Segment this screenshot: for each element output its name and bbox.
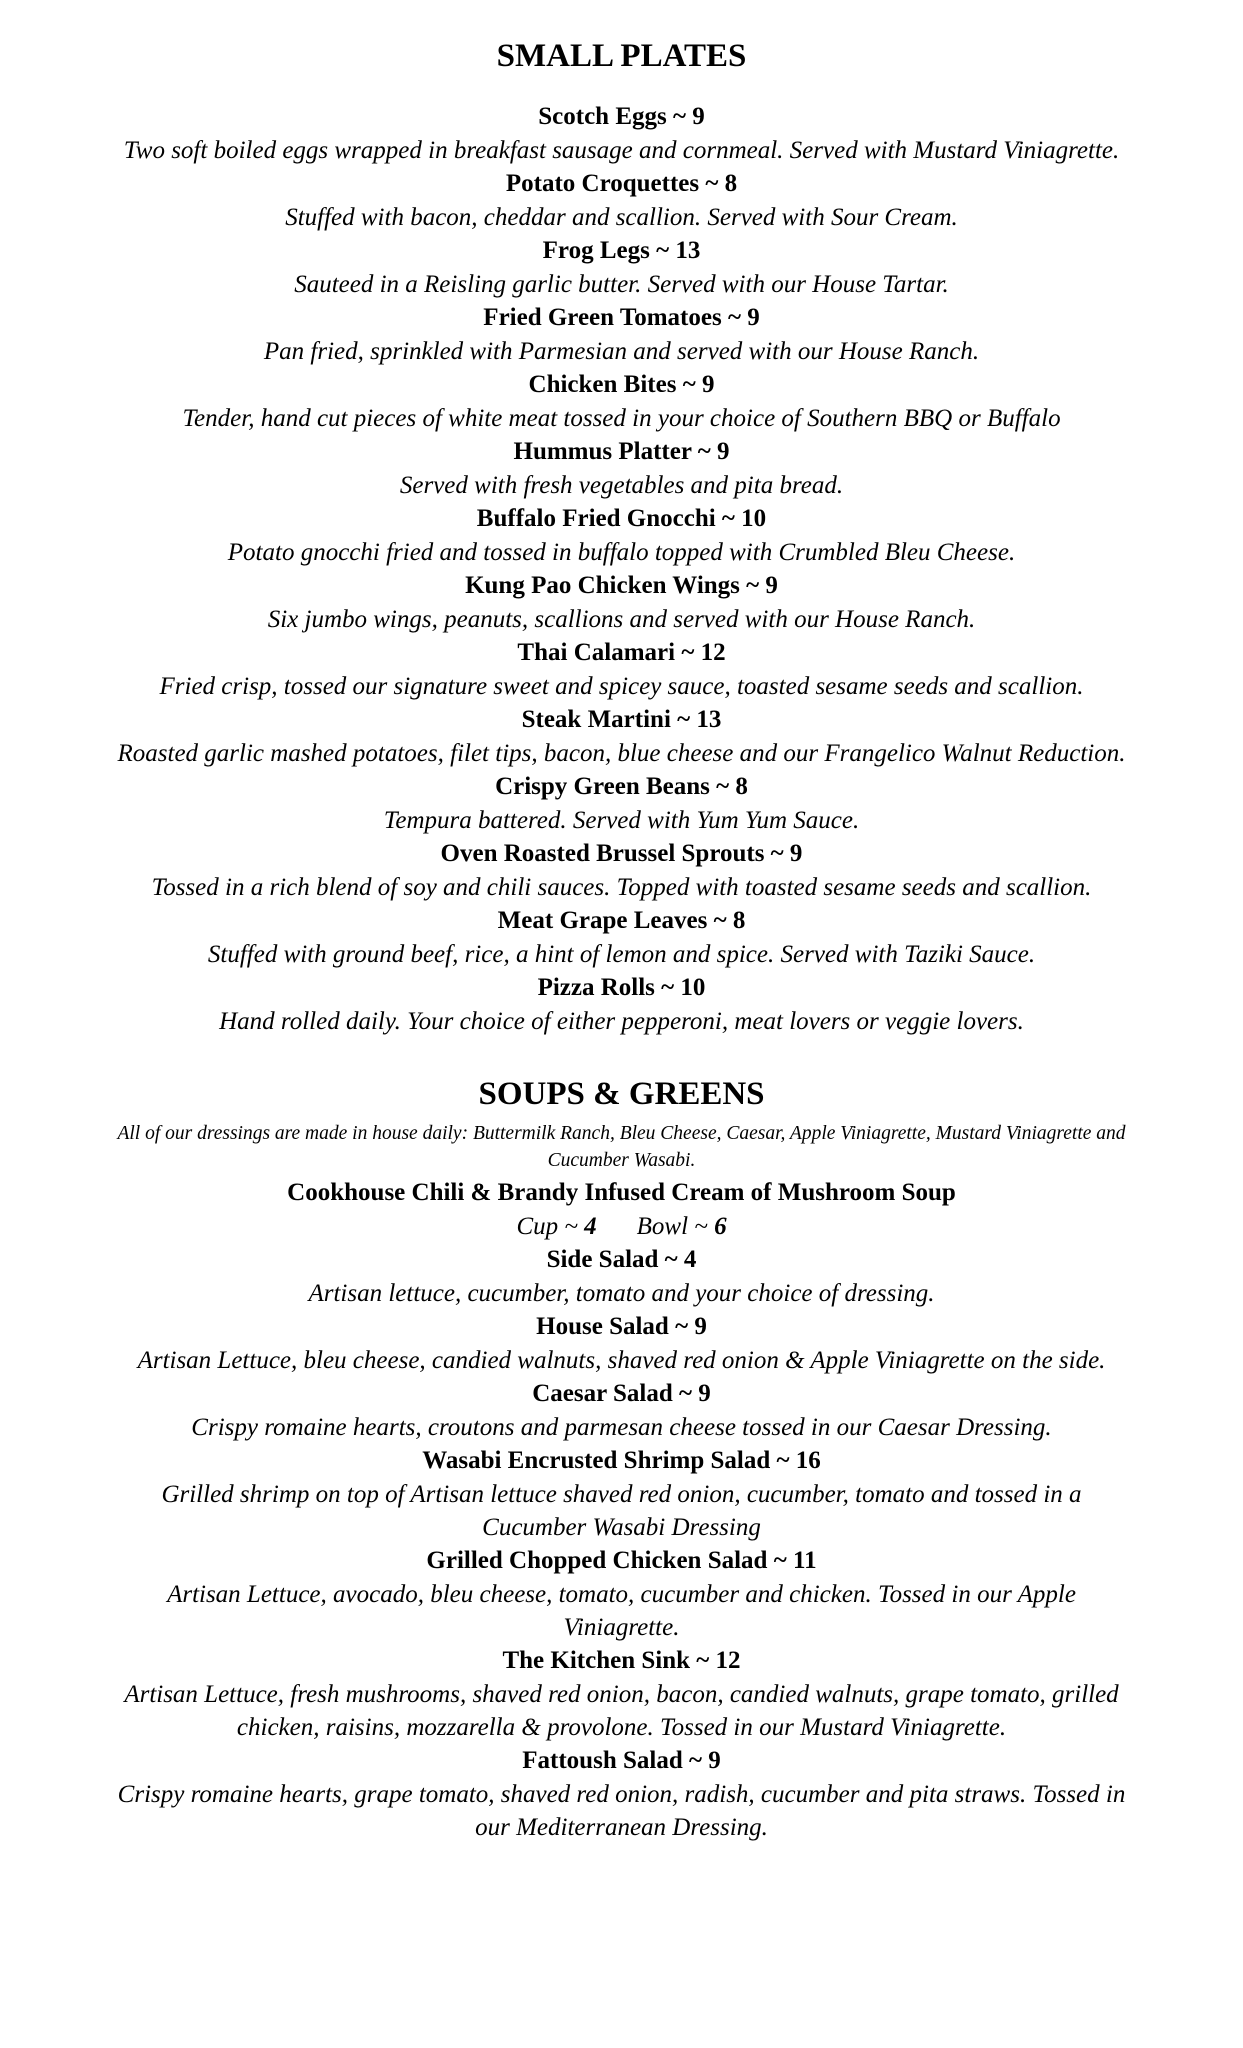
item-name: Oven Roasted Brussel Sprouts ~ 9 <box>440 840 803 867</box>
menu-item <box>60 569 1183 636</box>
menu-item <box>60 1544 1183 1644</box>
item-description: Artisan Lettuce, fresh mushrooms, shaved red onion, bacon, candied walnuts, grape tomato, grilled chicken, raisins, mozzarella & provolone. Tossed in our Mustard Viniagrette. <box>124 1681 1119 1741</box>
item-description: Hand rolled daily. Your choice of either pepperoni, meat lovers or veggie lovers. <box>219 1008 1024 1035</box>
menu-item <box>60 770 1183 837</box>
menu-item <box>60 502 1183 569</box>
item-name: Potato Croquettes ~ 8 <box>505 170 738 197</box>
item-description: Fried crisp, tossed our signature sweet and spicey sauce, toasted sesame seeds and scallion. <box>159 673 1084 700</box>
menu-item <box>60 1377 1183 1444</box>
menu-item <box>60 636 1183 703</box>
item-name: Meat Grape Leaves ~ 8 <box>497 907 746 934</box>
item-name: Buffalo Fried Gnocchi ~ 10 <box>476 505 767 532</box>
item-name: Chicken Bites ~ 9 <box>528 371 715 398</box>
menu-item <box>60 904 1183 971</box>
item-name: Cookhouse Chili & Brandy Infused Cream of Mushroom Soup <box>287 1179 956 1206</box>
item-name: Fried Green Tomatoes ~ 9 <box>483 304 760 331</box>
item-name: Hummus Platter ~ 9 <box>513 438 730 465</box>
item-name: Pizza Rolls ~ 10 <box>537 974 706 1001</box>
item-name: Steak Martini ~ 13 <box>521 706 722 733</box>
item-description: Sauteed in a Reisling garlic butter. Served with our House Tartar. <box>294 271 949 298</box>
menu-item <box>60 1444 1183 1544</box>
item-description: Roasted garlic mashed potatoes, filet tips, bacon, blue cheese and our Frangelico Walnut Reduction. <box>117 740 1126 767</box>
menu-item <box>60 971 1183 1038</box>
item-name: Wasabi Encrusted Shrimp Salad ~ 16 <box>422 1447 821 1474</box>
item-name: Thai Calamari ~ 12 <box>517 639 726 666</box>
item-name: Side Salad ~ 4 <box>546 1246 697 1273</box>
menu-item <box>60 1644 1183 1744</box>
item-description: Artisan Lettuce, bleu cheese, candied walnuts, shaved red onion & Apple Viniagrette on the side. <box>137 1347 1106 1374</box>
item-description: Potato gnocchi fried and tossed in buffalo topped with Crumbled Bleu Cheese. <box>227 539 1016 566</box>
menu-item <box>60 703 1183 770</box>
dressings-note: All of our dressings are made in house daily: Buttermilk Ranch, Bleu Cheese, Caesar, Apple Viniagrette, Mustard Viniagrette and Cucumber Wasabi. <box>117 1123 1126 1171</box>
cup-price: 4 <box>584 1213 597 1240</box>
item-description: Tender, hand cut pieces of white meat tossed in your choice of Southern BBQ or Buffalo <box>182 405 1061 432</box>
item-name: Scotch Eggs ~ 9 <box>538 103 705 130</box>
item-description: Grilled shrimp on top of Artisan lettuce shaved red onion, cucumber, tomato and tossed in a Cucumber Wasabi Dressing <box>161 1481 1082 1541</box>
item-name: Kung Pao Chicken Wings ~ 9 <box>465 572 778 599</box>
section-title-soups-greens: SOUPS & GREENS <box>478 1076 765 1112</box>
menu-item <box>60 234 1183 301</box>
bowl-label: Bowl ~ <box>636 1213 708 1240</box>
item-name: Caesar Salad ~ 9 <box>532 1380 711 1407</box>
item-description: Stuffed with ground beef, rice, a hint of lemon and spice. Served with Taziki Sauce. <box>207 941 1036 968</box>
menu-item <box>60 1243 1183 1310</box>
item-description: Served with fresh vegetables and pita bread. <box>399 472 844 499</box>
menu-item <box>60 301 1183 368</box>
menu-item <box>60 1744 1183 1844</box>
item-name: Crispy Green Beans ~ 8 <box>495 773 748 800</box>
item-description: Two soft boiled eggs wrapped in breakfast sausage and cornmeal. Served with Mustard Viniagrette. <box>123 137 1120 164</box>
menu-item <box>60 167 1183 234</box>
cup-label: Cup ~ <box>516 1213 578 1240</box>
item-name: The Kitchen Sink ~ 12 <box>502 1647 741 1674</box>
menu-item <box>60 368 1183 435</box>
item-name: Frog Legs ~ 13 <box>542 237 701 264</box>
item-description: Tempura battered. Served with Yum Yum Sauce. <box>383 807 860 834</box>
item-name: Grilled Chopped Chicken Salad ~ 11 <box>426 1547 817 1574</box>
item-description: Six jumbo wings, peanuts, scallions and served with our House Ranch. <box>267 606 976 633</box>
soup-prices <box>82 1210 1162 1243</box>
menu-item <box>60 435 1183 502</box>
item-description: Pan fried, sprinkled with Parmesian and served with our House Ranch. <box>263 338 980 365</box>
item-name: House Salad ~ 9 <box>536 1313 707 1340</box>
menu-item-soup <box>60 1176 1183 1243</box>
item-description: Crispy romaine hearts, croutons and parmesan cheese tossed in our Caesar Dressing. <box>191 1414 1052 1441</box>
soups-greens-list <box>60 1176 1183 1844</box>
item-description: Stuffed with bacon, cheddar and scallion. Served with Sour Cream. <box>285 204 958 231</box>
menu-item <box>60 1310 1183 1377</box>
section-title-small-plates: SMALL PLATES <box>496 38 747 74</box>
menu-item <box>60 100 1183 167</box>
small-plates-list <box>60 100 1183 1038</box>
menu-item <box>60 837 1183 904</box>
item-description: Artisan lettuce, cucumber, tomato and your choice of dressing. <box>308 1280 935 1307</box>
item-description: Crispy romaine hearts, grape tomato, shaved red onion, radish, cucumber and pita straws. Tossed in our Mediterranean Dressing. <box>117 1781 1126 1841</box>
item-description: Tossed in a rich blend of soy and chili sauces. Topped with toasted sesame seeds and scallion. <box>151 874 1092 901</box>
bowl-price: 6 <box>714 1213 727 1240</box>
item-description: Artisan Lettuce, avocado, bleu cheese, tomato, cucumber and chicken. Tossed in our Apple Viniagrette. <box>167 1581 1076 1641</box>
item-name: Fattoush Salad ~ 9 <box>522 1747 721 1774</box>
